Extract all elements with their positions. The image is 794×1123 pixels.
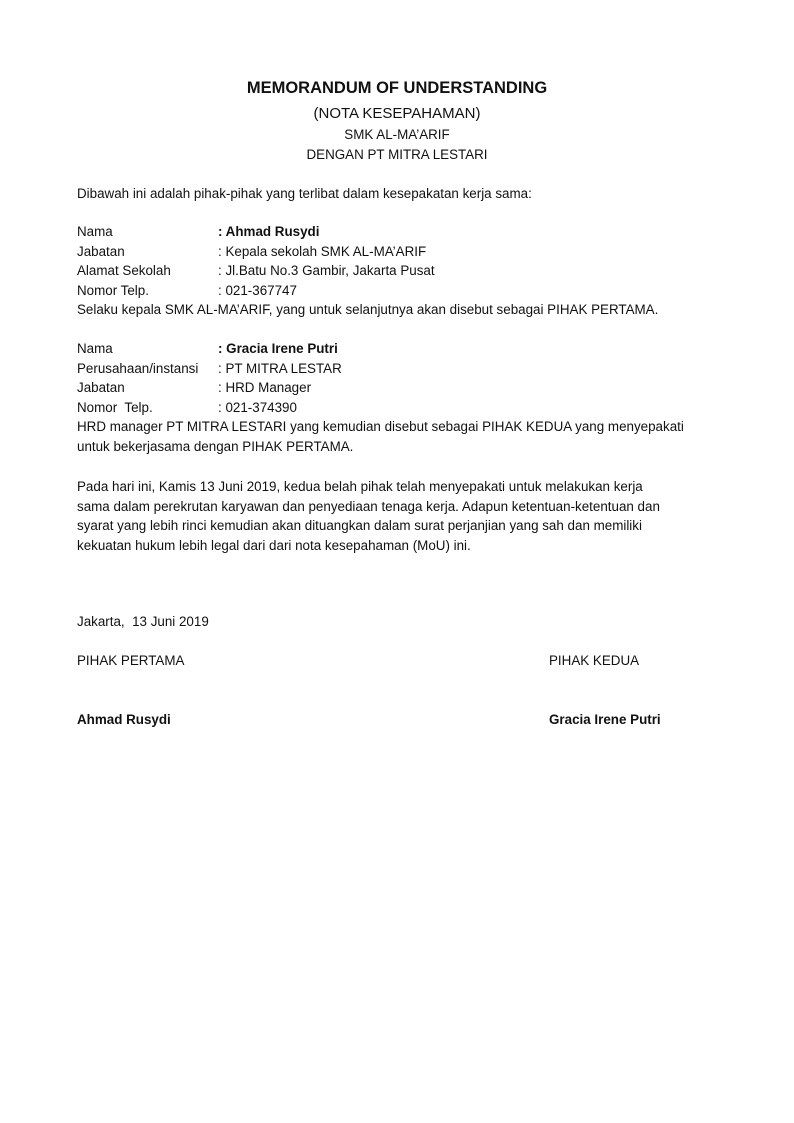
agreement-line: kekuatan hukum lebih legal dari dari nota kesepahaman (MoU) ini. — [77, 537, 471, 553]
field-label: Nomor Telp. — [77, 399, 153, 415]
first-party-row — [77, 222, 319, 242]
field-value: : Jl.Batu No.3 Gambir, Jakarta Pusat — [218, 263, 435, 278]
field-label: Nomor Telp. — [77, 282, 149, 298]
signature-name-left: Ahmad Rusydi — [77, 712, 171, 727]
intro-text: Dibawah ini adalah pihak-pihak yang terlibat dalam kesepakatan kerja sama: — [77, 186, 532, 201]
agreement-line: sama dalam perekrutan karyawan dan penyediaan tenaga kerja. Adapun ketentuan-ketentuan dan — [77, 498, 660, 514]
signature-role-right: PIHAK KEDUA — [549, 653, 640, 668]
agreement-line: syarat yang lebih rinci kemudian akan dituangkan dalam surat perjanjian yang sah dan memiliki — [77, 518, 642, 533]
party-two-heading: DENGAN PT MITRA LESTARI — [306, 147, 488, 162]
document-subtitle: (NOTA KESEPAHAMAN) — [313, 105, 481, 122]
field-value: : Gracia Irene Putri — [218, 341, 338, 356]
second-party-statement-line: untuk bekerjasama dengan PIHAK PERTAMA. — [77, 438, 354, 454]
place-date: Jakarta, 13 Juni 2019 — [77, 614, 209, 629]
second-party-row — [77, 339, 338, 359]
party-one-heading: SMK AL-MA’ARIF — [344, 127, 450, 142]
field-label: Nama — [77, 224, 113, 239]
agreement-line: Pada hari ini, Kamis 13 Juni 2019, kedua belah pihak telah menyepakati untuk melakukan kerja — [77, 479, 643, 494]
field-value: : 021-374390 — [218, 399, 297, 415]
signature-role-left: PIHAK PERTAMA — [77, 653, 185, 668]
signature-name-right: Gracia Irene Putri — [549, 712, 661, 727]
field-value: : Ahmad Rusydi — [218, 224, 320, 239]
field-value: : Kepala sekolah SMK AL-MA’ARIF — [218, 243, 427, 259]
second-party-row — [77, 359, 342, 379]
second-party-row — [77, 378, 311, 398]
first-party-row — [77, 242, 426, 262]
first-party-statement: Selaku kepala SMK AL-MA’ARIF, yang untuk selanjutnya akan disebut sebagai PIHAK PERTAMA. — [77, 302, 659, 317]
field-label: Jabatan — [77, 380, 125, 395]
second-party-row — [77, 398, 297, 418]
field-value: : PT MITRA LESTAR — [218, 360, 342, 376]
document-title: MEMORANDUM OF UNDERSTANDING — [246, 79, 548, 97]
field-value: : 021-367747 — [218, 282, 297, 298]
first-party-row — [77, 281, 297, 301]
field-label: Alamat Sekolah — [77, 263, 171, 278]
field-label: Perusahaan/instansi — [77, 360, 199, 376]
field-label: Jabatan — [77, 243, 125, 259]
first-party-row — [77, 261, 435, 281]
field-value: : HRD Manager — [218, 380, 312, 395]
second-party-statement-line: HRD manager PT MITRA LESTARI yang kemudian disebut sebagai PIHAK KEDUA yang menyepakati — [77, 419, 684, 434]
field-label: Nama — [77, 341, 113, 356]
